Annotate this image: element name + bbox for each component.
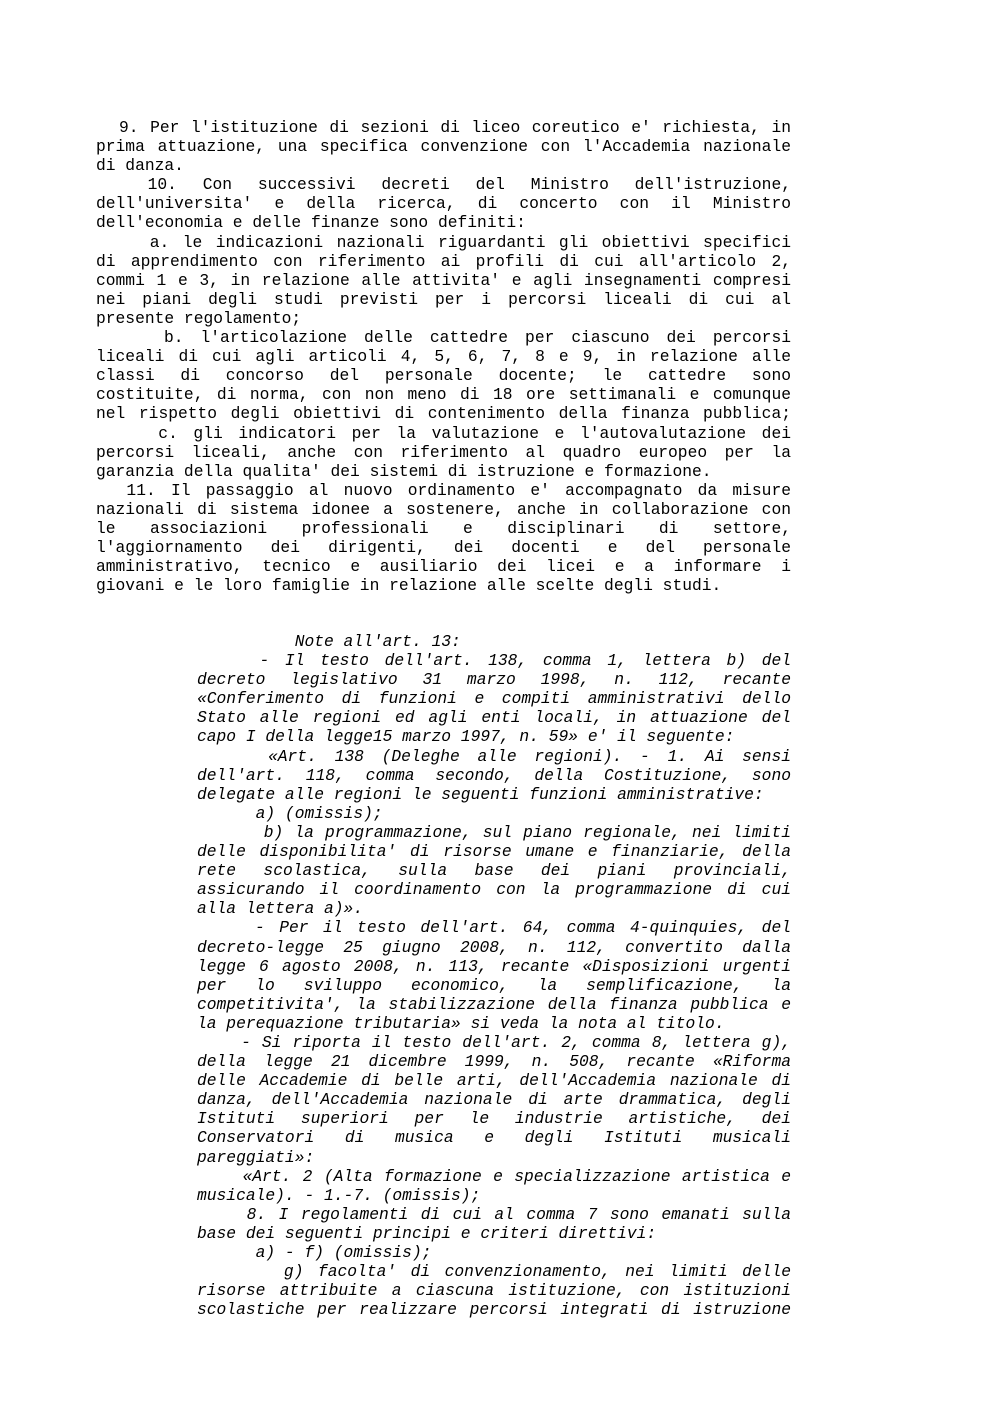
note-text-line: dell'art. 118, comma secondo, della Costituzione, sono	[197, 765, 791, 785]
note-text-line: capo I della legge15 marzo 1997, n. 59» e' il seguente:	[197, 727, 735, 747]
note-text-line: Note all'art. 13:	[197, 632, 461, 651]
note-text-line: danza, dell'Accademia nazionale di arte drammatica, degli	[197, 1090, 791, 1110]
note-text-line: delle Accademie di belle arti, dell'Accademia nazionale di	[197, 1071, 791, 1091]
note-text-line: Conservatori di musica e degli Istituti musicali	[197, 1128, 791, 1148]
note-text-line: «Art. 138 (Deleghe alle regioni). - 1. Ai sensi	[197, 746, 791, 766]
body-text-line: presente regolamento;	[96, 308, 302, 328]
note-text-line: delegate alle regioni le seguenti funzioni amministrative:	[197, 784, 764, 804]
body-text-line: b. l'articolazione delle cattedre per ciascuno dei percorsi	[96, 328, 791, 348]
note-text-line: - Si riporta il testo dell'art. 2, comma 8, lettera g),	[197, 1032, 791, 1052]
article-notes-text	[197, 632, 791, 1319]
note-text-line: g) facolta' di convenzionamento, nei limiti delle	[197, 1262, 791, 1282]
body-text-line: l'aggiornamento dei dirigenti, dei docenti e del personale	[96, 538, 791, 558]
body-text-line: 10. Con successivi decreti del Ministro dell'istruzione,	[96, 175, 791, 195]
body-text-line: amministrativo, tecnico e ausiliario dei licei e a informare i	[96, 557, 791, 577]
note-text-line: pareggiati»:	[197, 1147, 315, 1167]
note-text-line: - Per il testo dell'art. 64, comma 4-quinquies, del	[197, 918, 791, 938]
body-text-line: commi 1 e 3, in relazione alle attivita' e agli insegnamenti compresi	[96, 270, 791, 290]
body-text-line: 11. Il passaggio al nuovo ordinamento e' accompagnato da misure	[96, 480, 791, 500]
note-text-line: a) - f) (omissis);	[197, 1243, 432, 1262]
article-body-text	[96, 118, 791, 595]
body-text-line: le associazioni professionali e disciplinari di settore,	[96, 518, 791, 538]
body-text-line: nei piani degli studi previsti per i percorsi liceali di cui al	[96, 289, 791, 309]
body-text-line: dell'universita' e della ricerca, di concerto con il Ministro	[96, 194, 791, 214]
note-text-line: decreto-legge 25 giugno 2008, n. 112, convertito dalla	[197, 937, 791, 957]
body-text-line: liceali di cui agli articoli 4, 5, 6, 7, 8 e 9, in relazione alle	[96, 347, 791, 367]
note-text-line: delle disponibilita' di risorse umane e finanziarie, della	[197, 842, 791, 862]
note-text-line: «Art. 2 (Alta formazione e specializzazione artistica e	[197, 1166, 791, 1186]
note-text-line: la perequazione tributaria» si veda la nota al titolo.	[197, 1013, 725, 1033]
note-text-line: decreto legislativo 31 marzo 1998, n. 112, recante	[197, 670, 791, 690]
body-text-line: giovani e le loro famiglie in relazione alle scelte degli studi.	[96, 576, 722, 596]
note-text-line: Istituti superiori per le industrie artistiche, dei	[197, 1109, 791, 1129]
body-text-line: garanzia della qualita' dei sistemi di istruzione e formazione.	[96, 461, 712, 481]
note-text-line: alla lettera a)».	[197, 899, 364, 919]
note-text-line: assicurando il coordinamento con la programmazione di cui	[197, 880, 791, 900]
note-text-line: della legge 21 dicembre 1999, n. 508, recante «Riforma	[197, 1052, 791, 1072]
body-text-line: prima attuazione, una specifica convenzione con l'Accademia nazionale	[96, 137, 791, 157]
note-text-line: scolastiche per realizzare percorsi integrati di istruzione	[197, 1300, 791, 1320]
body-text-line: di apprendimento con riferimento ai profili di cui all'articolo 2,	[96, 251, 791, 271]
body-text-line: nel rispetto degli obiettivi di contenimento della finanza pubblica;	[96, 404, 791, 424]
note-text-line: a) (omissis);	[197, 803, 383, 823]
note-text-line: - Il testo dell'art. 138, comma 1, lettera b) del	[197, 651, 791, 671]
note-text-line: b) la programmazione, sul piano regionale, nei limiti	[197, 822, 791, 842]
note-text-line: Stato alle regioni ed agli enti locali, in attuazione del	[197, 708, 791, 728]
body-text-line: percorsi liceali, anche con riferimento al quadro europeo per la	[96, 442, 791, 462]
body-text-line: dell'economia e delle finanze sono definiti:	[96, 213, 526, 233]
body-text-line: c. gli indicatori per la valutazione e l'autovalutazione dei	[96, 423, 791, 443]
note-text-line: per lo sviluppo economico, la semplificazione, la	[197, 975, 791, 995]
note-text-line: musicale). - 1.-7. (omissis);	[197, 1185, 481, 1205]
note-text-line: legge 6 agosto 2008, n. 113, recante «Disposizioni urgenti	[197, 956, 791, 976]
body-text-line: nazionali di sistema idonee a sostenere, anche in collaborazione con	[96, 499, 791, 519]
body-text-line: costituite, di norma, con non meno di 18 ore settimanali e comunque	[96, 385, 791, 405]
body-text-line: di danza.	[96, 156, 184, 176]
note-text-line: rete scolastica, sulla base dei piani provinciali,	[197, 861, 791, 881]
note-text-line: 8. I regolamenti di cui al comma 7 sono emanati sulla	[197, 1204, 791, 1224]
note-text-line: base dei seguenti principi e criteri direttivi:	[197, 1223, 657, 1243]
body-text-line: 9. Per l'istituzione di sezioni di liceo coreutico e' richiesta, in	[96, 118, 791, 137]
body-text-line: classi di concorso del personale docente; le cattedre sono	[96, 366, 791, 386]
note-text-line: risorse attribuite a ciascuna istituzione, con istituzioni	[197, 1281, 791, 1301]
body-text-line: a. le indicazioni nazionali riguardanti gli obiettivi specifici	[96, 232, 791, 252]
note-text-line: «Conferimento di funzioni e compiti amministrativi dello	[197, 689, 791, 709]
note-text-line: competitivita', la stabilizzazione della finanza pubblica e	[197, 994, 791, 1014]
